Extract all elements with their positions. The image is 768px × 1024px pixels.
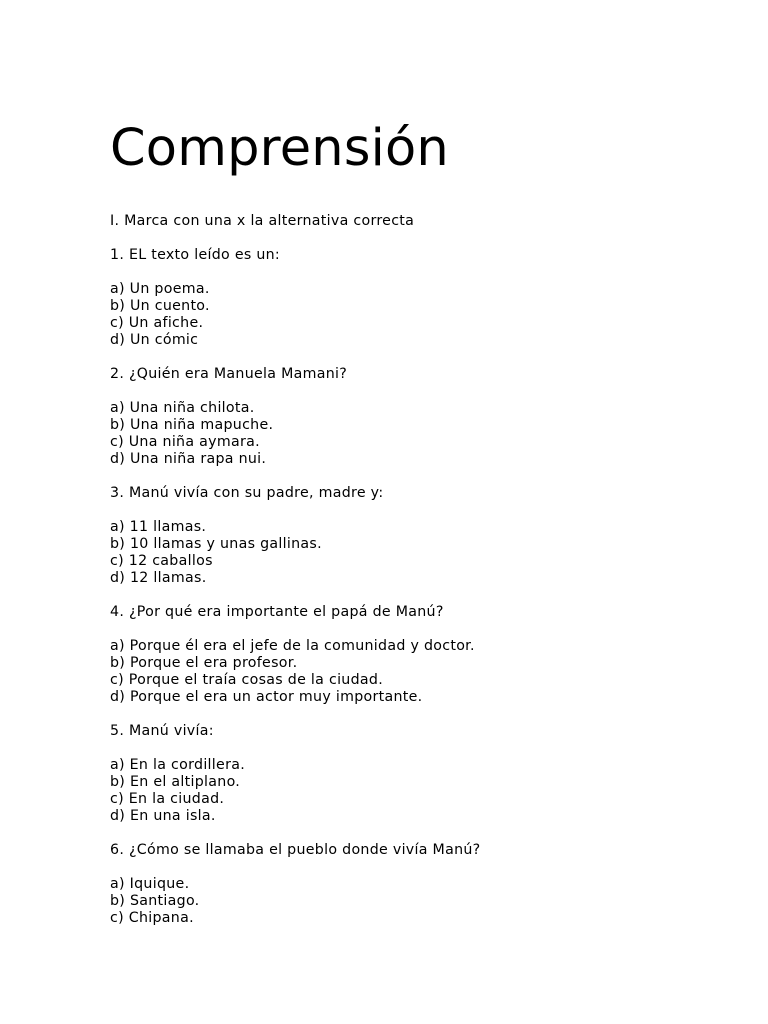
question-3: 3. Manú vivía con su padre, madre y: — [110, 485, 384, 501]
question-2-option-c: c) Una niña aymara. — [110, 434, 260, 450]
question-1-options — [110, 281, 481, 349]
worksheet-body — [110, 213, 481, 927]
question-6-option-a: a) Iquique. — [110, 876, 190, 892]
question-2-option-a: a) Una niña chilota. — [110, 400, 255, 416]
question-2-option-d: d) Una niña rapa nui. — [110, 451, 267, 467]
question-3-option-a: a) 11 llamas. — [110, 519, 207, 535]
question-3-options — [110, 519, 481, 587]
question-4-option-d: d) Porque el era un actor muy importante. — [110, 689, 423, 705]
question-6: 6. ¿Cómo se llamaba el pueblo donde vivía Manú? — [110, 842, 481, 858]
question-5: 5. Manú vivía: — [110, 723, 214, 739]
question-5-option-a: a) En la cordillera. — [110, 757, 246, 773]
question-4: 4. ¿Por qué era importante el papá de Manú? — [110, 604, 444, 620]
question-5-options — [110, 757, 481, 825]
question-4-option-c: c) Porque el traía cosas de la ciudad. — [110, 672, 384, 688]
question-2-option-b: b) Una niña mapuche. — [110, 417, 274, 433]
question-6-options — [110, 876, 481, 927]
question-5-option-c: c) En la ciudad. — [110, 791, 225, 807]
question-2: 2. ¿Quién era Manuela Mamani? — [110, 366, 348, 382]
question-4-option-a: a) Porque él era el jefe de la comunidad y doctor. — [110, 638, 475, 654]
question-5-option-b: b) En el altiplano. — [110, 774, 241, 790]
question-1-option-a: a) Un poema. — [110, 281, 210, 297]
question-3-option-d: d) 12 llamas. — [110, 570, 207, 586]
question-1: 1. EL texto leído es un: — [110, 247, 281, 263]
question-4-options — [110, 638, 481, 706]
question-6-option-c: c) Chipana. — [110, 910, 194, 926]
page-title: Comprensión — [110, 119, 449, 178]
question-1-option-d: d) Un cómic — [110, 332, 199, 348]
question-3-option-b: b) 10 llamas y unas gallinas. — [110, 536, 322, 552]
question-4-option-b: b) Porque el era profesor. — [110, 655, 298, 671]
question-5-option-d: d) En una isla. — [110, 808, 216, 824]
instruction-text: I. Marca con una x la alternativa correcta — [110, 213, 415, 229]
question-3-option-c: c) 12 caballos — [110, 553, 213, 569]
question-2-options — [110, 400, 481, 468]
question-1-option-b: b) Un cuento. — [110, 298, 210, 314]
question-1-option-c: c) Un afiche. — [110, 315, 204, 331]
question-6-option-b: b) Santiago. — [110, 893, 200, 909]
